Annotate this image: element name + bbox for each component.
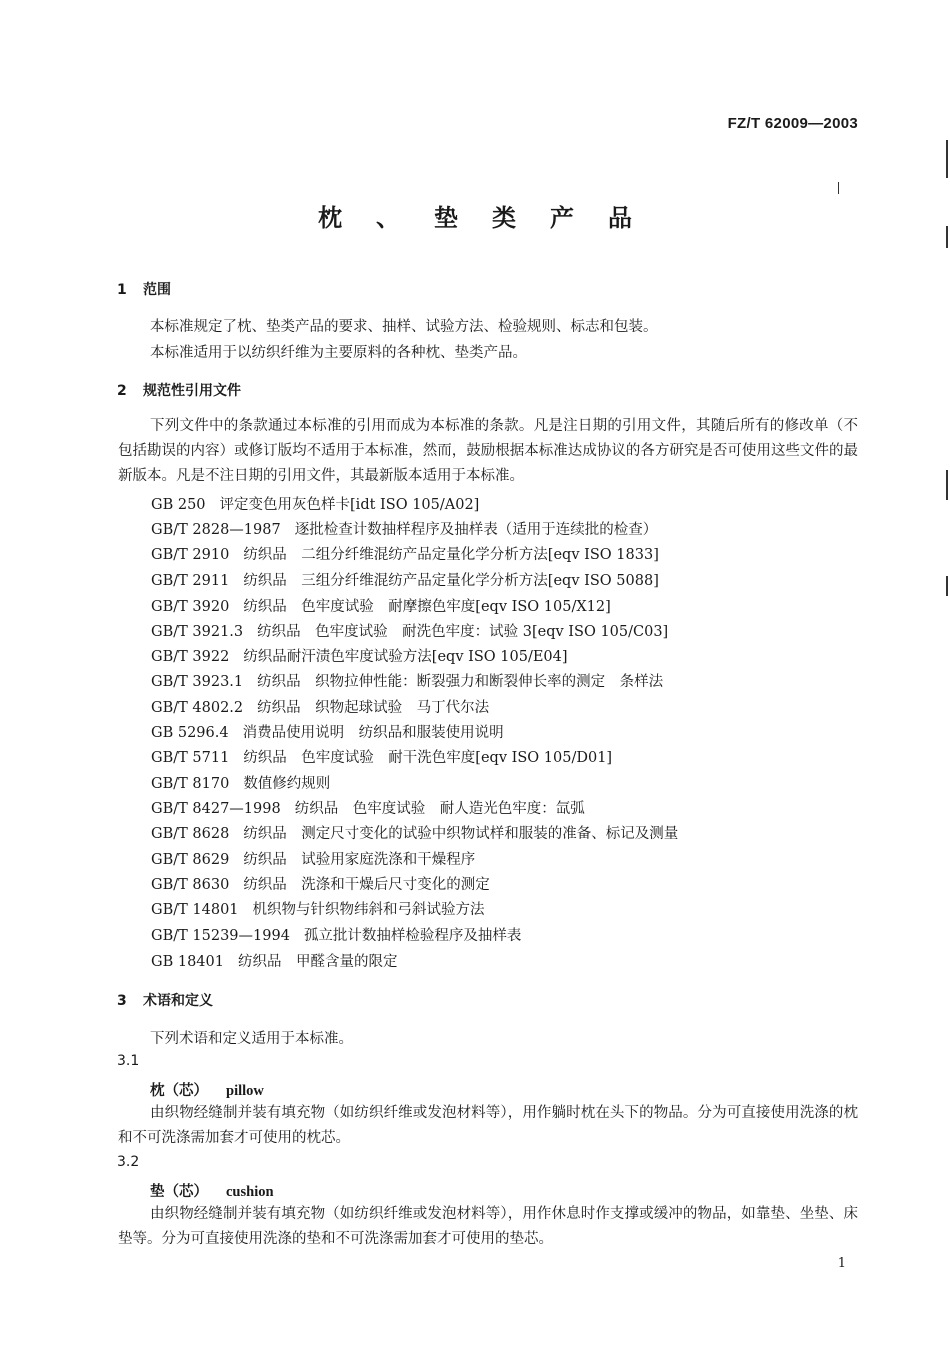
reference-code: GB/T 2910 [151, 547, 230, 563]
reference-title: 纺织品 测定尺寸变化的试验中织物试样和服装的准备、标记及测量 [243, 826, 679, 842]
term-definition: 由织物经缝制并装有填充物（如纺织纤维或发泡材料等），用作躺时枕在头下的物品。分为可直接使用洗涤的枕和不可洗涤需加套才可使用的枕芯。 [118, 1105, 858, 1146]
reference-title: 纺织品 洗涤和干燥后尺寸变化的测定 [243, 877, 490, 893]
reference-item [151, 873, 490, 894]
reference-item [151, 924, 521, 945]
reference-code: GB/T 3922 [151, 649, 230, 665]
reference-title: 纺织品 二组分纤维混纺产品定量化学分析方法[eqv ISO 1833] [243, 547, 659, 563]
reference-item [151, 848, 475, 869]
reference-title: 机织物与针织物纬斜和弓斜试验方法 [252, 902, 485, 918]
reference-title: 消费品使用说明 纺织品和服装使用说明 [242, 725, 504, 741]
reference-code: GB/T 8427—1998 [151, 801, 281, 817]
reference-item [151, 696, 489, 717]
reference-title: 纺织品 色牢度试验 耐摩擦色牢度[eqv ISO 105/X12] [243, 599, 611, 615]
scan-edge-mark [946, 576, 948, 596]
reference-code: GB/T 4802.2 [151, 700, 244, 716]
reference-item [151, 670, 663, 691]
reference-item [151, 721, 504, 742]
reference-item [151, 543, 659, 564]
section-3-heading [117, 990, 213, 1010]
page-number: 1 [837, 1256, 846, 1271]
section-title: 术语和定义 [143, 993, 213, 1009]
reference-item [151, 620, 668, 641]
reference-item [151, 493, 479, 514]
section-2-heading [117, 380, 241, 400]
term-en: cushion [226, 1184, 274, 1200]
section-title: 范围 [143, 282, 171, 298]
reference-item [151, 569, 659, 590]
term-zh: 枕（芯） [150, 1083, 208, 1099]
reference-code: GB/T 8629 [151, 852, 230, 868]
paragraph: 本标准适用于以纺织纤维为主要原料的各种枕、垫类产品。 [150, 345, 527, 361]
reference-title: 纺织品 三组分纤维混纺产品定量化学分析方法[eqv ISO 5088] [243, 573, 659, 589]
reference-item [151, 950, 397, 971]
reference-code: GB/T 3921.3 [151, 624, 244, 640]
reference-item [151, 518, 657, 539]
reference-title: 逐批检查计数抽样程序及抽样表（适用于连续批的检查） [294, 522, 658, 538]
reference-item [151, 746, 612, 767]
reference-item [151, 645, 568, 666]
reference-code: GB/T 8628 [151, 826, 230, 842]
reference-title: 评定变色用灰色样卡[idt ISO 105/A02] [219, 497, 480, 513]
clause-number: 3.1 [117, 1053, 140, 1069]
paragraph: 本标准规定了枕、垫类产品的要求、抽样、试验方法、检验规则、标志和包装。 [150, 319, 658, 335]
reference-code: GB/T 14801 [151, 902, 239, 918]
scan-edge-mark [946, 470, 948, 500]
reference-item [151, 595, 611, 616]
paragraph: 下列术语和定义适用于本标准。 [150, 1031, 353, 1047]
reference-code: GB/T 15239—1994 [151, 928, 290, 944]
clause-number: 3.2 [117, 1154, 140, 1170]
term-zh: 垫（芯） [150, 1184, 208, 1200]
reference-title: 纺织品 甲醛含量的限定 [237, 954, 398, 970]
term-definition: 由织物经缝制并装有填充物（如纺织纤维或发泡材料等），用作休息时作支撑或缓冲的物品，如靠垫、坐垫、床垫等。分为可直接使用洗涤的垫和不可洗涤需加套才可使用的垫芯。 [118, 1206, 858, 1247]
reference-item [151, 772, 330, 793]
section-1-heading [117, 279, 171, 299]
section-number: 3 [117, 993, 127, 1009]
reference-title: 纺织品 色牢度试验 耐干洗色牢度[eqv ISO 105/D01] [243, 750, 613, 766]
reference-code: GB/T 3920 [151, 599, 230, 615]
reference-code: GB/T 2828—1987 [151, 522, 281, 538]
term-en: pillow [226, 1083, 264, 1099]
reference-title: 纺织品耐汗渍色牢度试验方法[eqv ISO 105/E04] [243, 649, 568, 665]
scan-edge-mark [838, 182, 839, 194]
reference-title: 纺织品 织物拉伸性能：断裂强力和断裂伸长率的测定 条样法 [257, 674, 664, 690]
reference-code: GB/T 5711 [151, 750, 230, 766]
term-heading [150, 1180, 274, 1201]
scan-edge-mark [946, 140, 948, 178]
reference-item [151, 797, 585, 818]
reference-title: 孤立批计数抽样检验程序及抽样表 [303, 928, 522, 944]
reference-title: 数值修约规则 [243, 776, 331, 792]
reference-code: GB 250 [151, 497, 206, 513]
reference-title: 纺织品 织物起球试验 马丁代尔法 [257, 700, 490, 716]
reference-code: GB/T 3923.1 [151, 674, 244, 690]
reference-code: GB 18401 [151, 954, 224, 970]
reference-title: 纺织品 色牢度试验 耐人造光色牢度：氙弧 [294, 801, 585, 817]
reference-item [151, 822, 678, 843]
reference-code: GB/T 8630 [151, 877, 230, 893]
term-heading [150, 1079, 264, 1100]
reference-code: GB/T 8170 [151, 776, 230, 792]
standard-code: FZ/T 62009—2003 [727, 115, 858, 132]
reference-code: GB 5296.4 [151, 725, 229, 741]
paragraph: 下列文件中的条款通过本标准的引用而成为本标准的条款。凡是注日期的引用文件，其随后所有的修改单（不包括勘误的内容）或修订版均不适用于本标准，然而，鼓励根据本标准达成协议的各方研究是否可使用这些文件的最新版本。凡是不注日期的引用文件，其最新版本适用于本标准。 [118, 418, 858, 484]
reference-item [151, 898, 485, 919]
section-number: 2 [117, 383, 127, 399]
section-number: 1 [117, 282, 127, 298]
reference-title: 纺织品 试验用家庭洗涤和干燥程序 [243, 852, 476, 868]
reference-code: GB/T 2911 [151, 573, 230, 589]
page-title: 枕、垫类产品 [318, 204, 666, 232]
section-title: 规范性引用文件 [143, 383, 241, 399]
reference-title: 纺织品 色牢度试验 耐洗色牢度：试验 3[eqv ISO 105/C03] [257, 624, 669, 640]
